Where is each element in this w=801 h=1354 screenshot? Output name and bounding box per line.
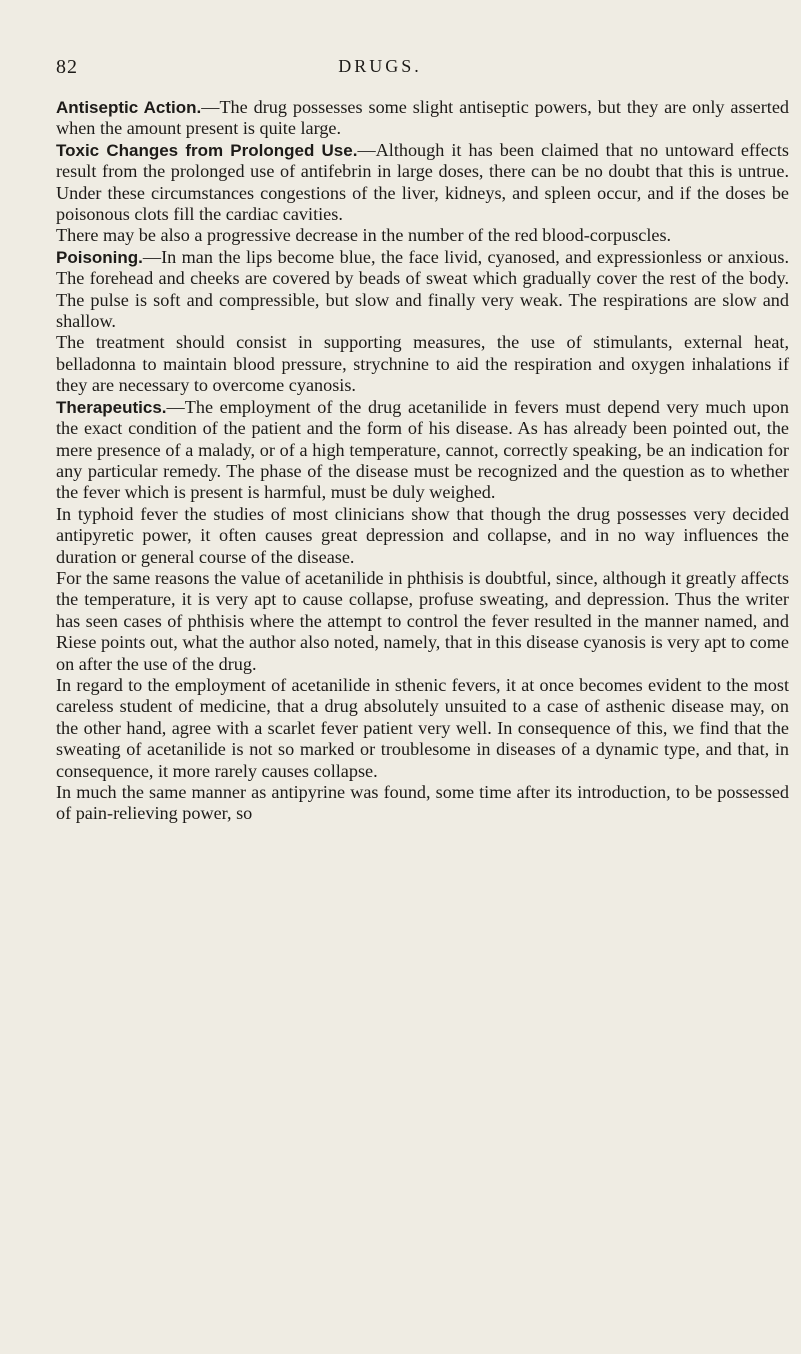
paragraph-poisoning xyxy=(56,247,789,333)
paragraph-antipyrine xyxy=(56,782,789,825)
paragraph-text: —Although it has been claimed that no untoward effects result from the prolonged use of antifebrin in large doses, there can be no doubt that this is untrue. Under these circumstances congestions of the liver, kidneys, and spleen occur, and if the doses be poisonous clots fill the cardiac cavities. xyxy=(56,139,789,225)
paragraph-treatment xyxy=(56,332,789,396)
running-head: DRUGS. xyxy=(338,56,422,76)
paragraph-text: —The drug possesses some slight antiseptic powers, but they are only asserted when the amount present is quite large. xyxy=(56,97,789,139)
paragraph-text: The treatment should consist in supporting measures, the use of stimulants, external heat, belladonna to maintain blood pressure, strychnine to aid the respiration and oxygen inhalations if they are necessary to overcome cyanosis. xyxy=(56,332,789,396)
paragraph-toxic-changes xyxy=(56,140,789,226)
body-text xyxy=(56,97,789,825)
paragraph-therapeutics xyxy=(56,397,789,504)
page-number: 82 xyxy=(56,56,78,78)
section-heading: Toxic Changes from Prolonged Use. xyxy=(56,140,358,160)
section-heading: Poisoning. xyxy=(56,247,143,267)
paragraph-text: In typhoid fever the studies of most clinicians show that though the drug possesses very decided antipyretic power, it often causes great depression and collapse, and in no way influences the duration or general course of the disease. xyxy=(56,503,789,567)
paragraph-sthenic-fevers xyxy=(56,675,789,782)
section-heading: Antiseptic Action. xyxy=(56,98,202,117)
section-heading: Therapeutics. xyxy=(56,397,167,417)
paragraph-text: —The employment of the drug acetanilide in fevers must depend very much upon the exact condition of the patient and the form of his disease. As has already been pointed out, the mere presence of a malady, or of a high temperature, cannot, correctly speaking, be an indication for any particular remedy. The phase of the disease must be recognized and the question as to whether the fever which is present is harmful, must be duly weighed. xyxy=(56,396,789,503)
paragraph-text: In regard to the employment of acetanilide in sthenic fevers, it at once becomes evident to the most careless student of medicine, that a drug absolutely unsuited to a case of asthenic disease may, on the other hand, agree with a scarlet fever patient very well. In consequence of this, we find that the sweating of acetanilide is not so marked or troublesome in diseases of a dynamic type, and that, in consequence, it more rarely causes collapse. xyxy=(56,674,789,781)
paragraph-text: There may be also a progressive decrease in the number of the red blood-corpuscles. xyxy=(56,225,672,246)
paragraph-text: In much the same manner as antipyrine was found, some time after its introduction, to be possessed of pain-relieving power, so xyxy=(56,782,789,824)
paragraph-red-corpuscles xyxy=(56,225,789,246)
paragraph-text: —In man the lips become blue, the face livid, cyanosed, and expressionless or anxious. The forehead and cheeks are covered by beads of sweat which gradually cover the rest of the body. The pulse is soft and compressible, but slow and finally very weak. The respirations are slow and shallow. xyxy=(56,246,789,332)
paragraph-antiseptic-action xyxy=(56,97,789,140)
page-header xyxy=(56,56,704,84)
paragraph-typhoid xyxy=(56,504,789,568)
paragraph-text: For the same reasons the value of acetanilide in phthisis is doubtful, since, although it greatly affects the temperature, it is very apt to cause collapse, profuse sweating, and depression. Thus the writer has seen cases of phthisis where the attempt to control the fever resulted in the manner named, and Riese points out, what the author also noted, namely, that in this disease cyanosis is very apt to come on after the use of the drug. xyxy=(56,567,789,674)
paragraph-phthisis xyxy=(56,568,789,675)
